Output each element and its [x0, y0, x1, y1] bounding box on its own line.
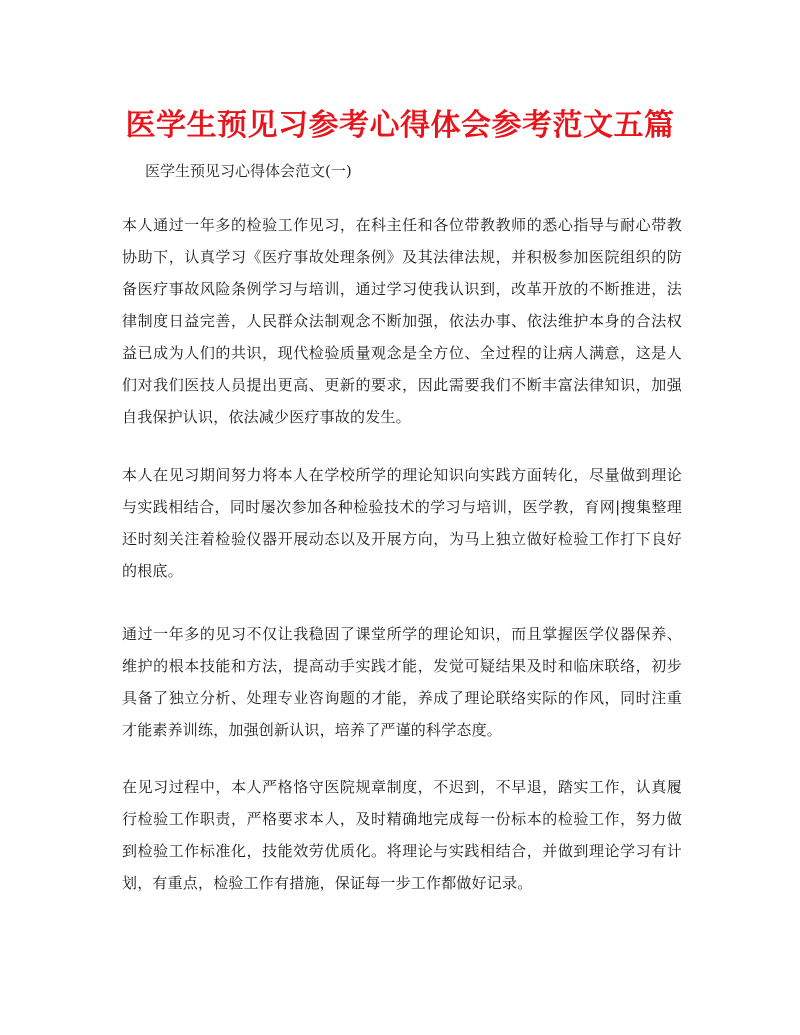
body-paragraph-4: 在见习过程中，本人严格恪守医院规章制度，不迟到，不早退，踏实工作，认真履行检验工作职责，严格要求本人，及时精确地完成每一份标本的检验工作，努力做到检验工作标准化，技能效劳优质化。将理论与实践相结合，并做到理论学习有计划，有重点，检验工作有措施，保证每一步工作都做好记录。: [122, 778, 682, 892]
body-paragraph-3: 通过一年多的见习不仅让我稳固了课堂所学的理论知识，而且掌握医学仪器保养、维护的根本技能和方法，提高动手实践才能，发觉可疑结果及时和临床联络，初步具备了独立分析、处理专业咨询题的才能，养成了理论联络实际的作风，同时注重才能素养训练，加强创新认识，培养了严谨的科学态度。: [122, 625, 682, 739]
document-title: 医学生预见习参考心得体会参考范文五篇: [125, 108, 675, 143]
body-paragraph-1: 本人通过一年多的检验工作见习，在科主任和各位带教教师的悉心指导与耐心带教协助下，认真学习《医疗事故处理条例》及其法律法规，并积极参加医院组织的防备医疗事故风险条例学习与培训，通过学习使我认识到，改革开放的不断推进，法律制度日益完善，人民群众法制观念不断加强，依法办事、依法维护本身的合法权益已成为人们的共识，现代检验质量观念是全方位、全过程的让病人满意，这是人们对我们医技人员提出更高、更新的要求，因此需要我们不断丰富法律知识，加强自我保护认识，依法减少医疗事故的发生。: [122, 216, 682, 426]
body-paragraph-2: 本人在见习期间努力将本人在学校所学的理论知识向实践方面转化，尽量做到理论与实践相结合，同时屡次参加各种检验技术的学习与培训，医学教，育网|搜集整理还时刻关注着检验仪器开展动态以及开展方向，为马上独立做好检验工作打下良好的根底。: [122, 466, 682, 580]
document-subtitle: 医学生预见习心得体会范文(一): [145, 162, 352, 180]
